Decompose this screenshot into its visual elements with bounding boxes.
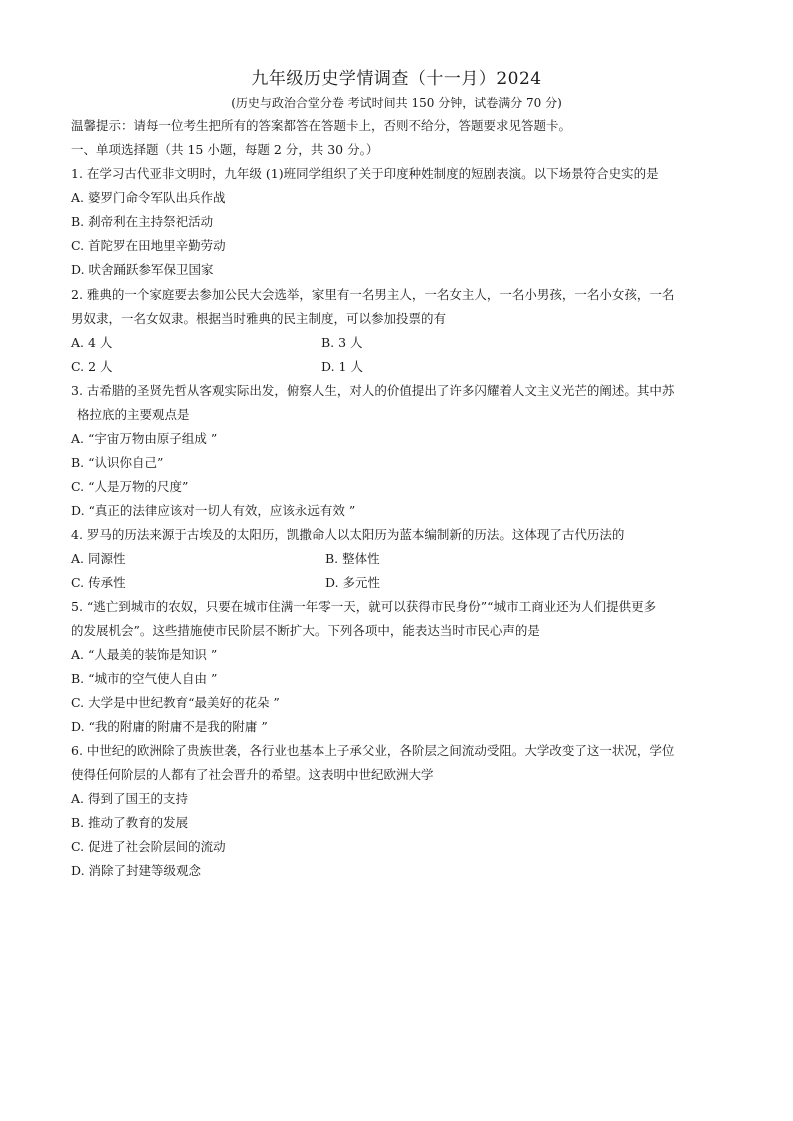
question-1-stem: 1. 在学习古代亚非文明时，九年级 (1)班同学组织了关于印度种姓制度的短剧表演。以下场景符合史实的是 xyxy=(71,166,659,181)
question-2-stem-line2: 男奴隶，一名女奴隶。根据当时雅典的民主制度，可以参加投票的有 xyxy=(71,311,447,326)
q1-option-a: A. 婆罗门命令军队出兵作战 xyxy=(71,190,226,205)
q5-option-c: C. 大学是中世纪教育“最美好的花朵 ” xyxy=(71,695,280,710)
exam-info: (历史与政治合堂分卷 考试时间共 150 分钟，试卷满分 70 分) xyxy=(231,96,562,110)
page-title: 九年级历史学情调查（十一月）2024 xyxy=(251,69,542,89)
q5-option-d: D. “我的附庸的附庸不是我的附庸 ” xyxy=(71,719,268,734)
q2-option-b: B. 3 人 xyxy=(321,335,363,350)
q1-option-d: D. 吠舍踊跃参军保卫国家 xyxy=(71,262,214,277)
question-2-stem-line1: 2. 雅典的一个家庭要去参加公民大会选举，家里有一名男主人，一名女主人，一名小男孩，一名小女孩，一名 xyxy=(71,287,675,302)
q6-option-c: C. 促进了社会阶层间的流动 xyxy=(71,839,226,854)
q4-option-d: D. 多元性 xyxy=(325,575,381,590)
q6-option-b: B. 推动了教育的发展 xyxy=(71,815,189,830)
q5-option-a: A. “人最美的装饰是知识 ” xyxy=(71,647,218,662)
q4-option-a: A. 同源性 xyxy=(71,551,126,566)
section-heading: 一、单项选择题（共 15 小题，每题 2 分，共 30 分。） xyxy=(71,142,379,157)
question-3-stem-line1: 3. 古希腊的圣贤先哲从客观实际出发，俯察人生，对人的价值提出了许多闪耀着人文主义光芒的阐述。其中苏 xyxy=(71,383,675,398)
question-3-stem-line2: 格拉底的主要观点是 xyxy=(77,407,190,422)
question-5-stem-line1: 5. “逃亡到城市的农奴，只要在城市住满一年零一天，就可以获得市民身份”“城市工商业还为人们提供更多 xyxy=(71,599,657,614)
q2-option-d: D. 1 人 xyxy=(321,359,363,374)
notice: 温馨提示：请每一位考生把所有的答案都答在答题卡上，否则不给分，答题要求见答题卡。 xyxy=(71,118,572,133)
question-5-stem-line2: 的发展机会”。这些措施使市民阶层不断扩大。下列各项中，能表达当时市民心声的是 xyxy=(71,623,540,638)
q6-option-a: A. 得到了国王的支持 xyxy=(71,791,188,806)
q6-option-d: D. 消除了封建等级观念 xyxy=(71,863,202,878)
q3-option-b: B. “认识你自己” xyxy=(71,455,164,470)
q1-option-b: B. 刹帝利在主持祭祀活动 xyxy=(71,214,214,229)
question-6-stem-line2: 使得任何阶层的人都有了社会晋升的希望。这表明中世纪欧洲大学 xyxy=(71,767,434,782)
q4-option-b: B. 整体性 xyxy=(325,551,380,566)
q2-option-a: A. 4 人 xyxy=(71,335,113,350)
q2-option-c: C. 2 人 xyxy=(71,359,113,374)
q1-option-c: C. 首陀罗在田地里辛勤劳动 xyxy=(71,238,226,253)
question-6-stem-line1: 6. 中世纪的欧洲除了贵族世袭，各行业也基本上子承父业，各阶层之间流动受阻。大学改变了这一状况，学位 xyxy=(71,743,675,758)
q5-option-b: B. “城市的空气使人自由 ” xyxy=(71,671,218,686)
q3-option-a: A. “宇宙万物由原子组成 ” xyxy=(71,431,218,446)
q3-option-d: D. “真正的法律应该对一切人有效，应该永远有效 ” xyxy=(71,503,356,518)
q4-option-c: C. 传承性 xyxy=(71,575,126,590)
question-4-stem: 4. 罗马的历法来源于古埃及的太阳历，凯撒命人以太阳历为蓝本编制新的历法。这体现了古代历法的 xyxy=(71,527,625,542)
q3-option-c: C. “人是万物的尺度” xyxy=(71,479,189,494)
